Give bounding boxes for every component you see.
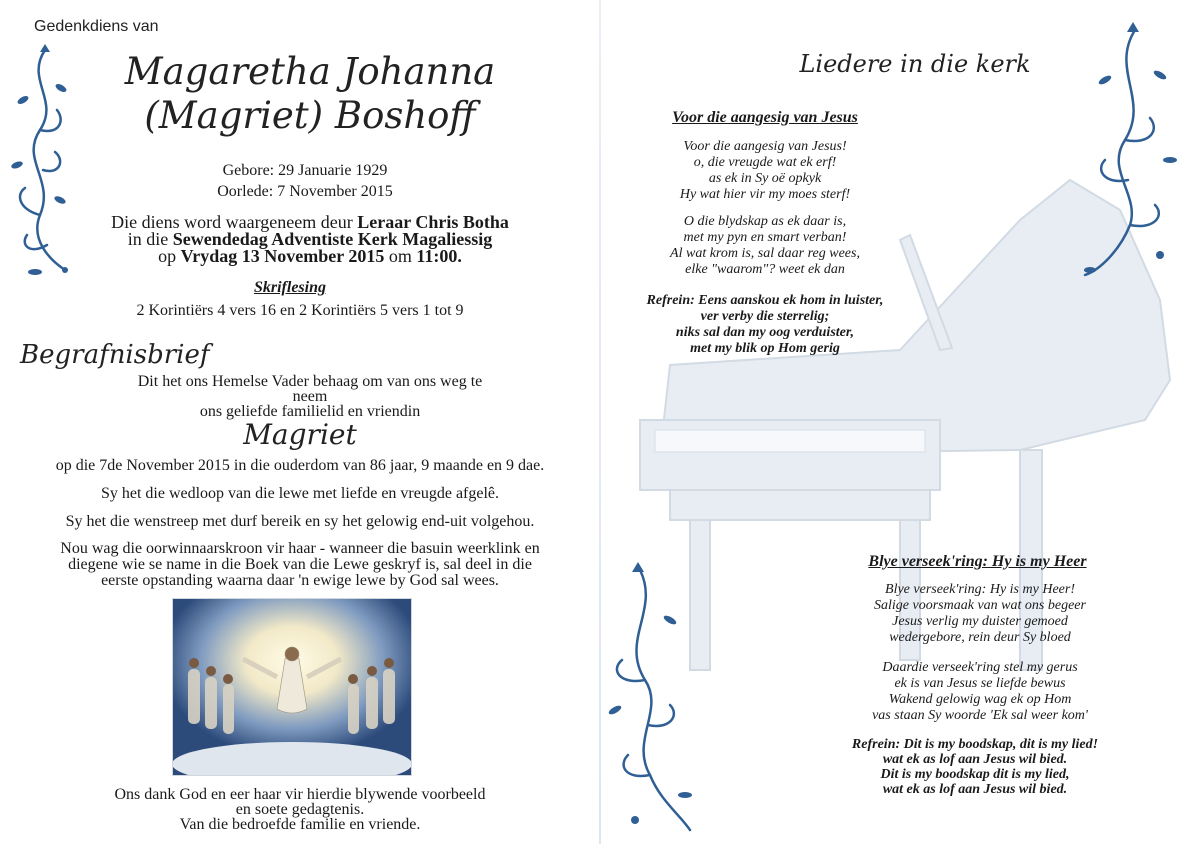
refrain-line: wat ek as lof aan Jesus wil bied. xyxy=(882,752,1068,767)
song2-title: Blye verseek'ring: Hy is my Heer xyxy=(868,553,1087,570)
verse-line: as ek in Sy oë opkyk xyxy=(708,171,822,186)
refrain-line: Refrein: Dit is my boodskap, dit is my lied! xyxy=(851,737,1099,752)
verse-line: Blye verseek'ring: Hy is my Heer! xyxy=(885,582,1075,597)
deceased-name xyxy=(95,50,525,138)
service-l3-mid: om xyxy=(384,246,417,266)
thanks-note xyxy=(80,787,520,832)
song2-verse2 xyxy=(850,660,1110,724)
songs-heading: Liedere in die kerk xyxy=(799,50,1031,78)
letter-heading: Begrafnisbrief xyxy=(20,340,210,370)
service-l1-text: Die diens word waargeneem deur xyxy=(111,212,358,232)
song1-verse1 xyxy=(645,139,885,203)
letter-line-2: ons geliefde familielid en vriendin xyxy=(199,403,421,420)
refrain-line: met my blik op Hom gerig xyxy=(690,341,840,356)
refrain-line: ver verby die sterrelig; xyxy=(700,309,830,324)
paragraph-race: Sy het die wedloop van die lewe met liefde en vreugde afgelê. xyxy=(100,485,500,502)
refrain-line: Refrein: Eens aanskou ek hom in luister, xyxy=(646,293,884,308)
song1-refrain xyxy=(610,293,920,357)
verse-line: o, die vreugde wat ek erf! xyxy=(693,155,837,170)
verse-line: elke "waarom"? weet ek dan xyxy=(685,262,845,277)
life-dates xyxy=(180,160,430,202)
song2-verse1 xyxy=(850,582,1110,646)
scripture-heading: Skriflesing xyxy=(253,279,326,296)
floral-ornament-top-right xyxy=(1070,20,1190,290)
service-l2-text: in die xyxy=(127,229,173,249)
thanks-line-1: Ons dank God en eer haar vir hierdie blywende voorbeeld xyxy=(114,786,486,803)
refrain-line: Dit is my boodskap dit is my lied, xyxy=(880,767,1070,782)
floral-ornament-bottom xyxy=(600,560,710,844)
song2-refrain xyxy=(815,737,1135,797)
thanks-line-2: en soete gedagtenis. xyxy=(235,801,365,818)
nickname-heading: Magriet xyxy=(243,418,357,451)
verse-line: wedergebore, rein deur Sy bloed xyxy=(889,630,1071,645)
verse-line: O die blydskap as ek daar is, xyxy=(683,214,847,229)
service-date: Vrydag 13 November 2015 xyxy=(180,246,385,266)
verse-line: Hy wat hier vir my moes sterf! xyxy=(679,187,851,202)
letter-line-1: Dit het ons Hemelse Vader behaag om van ons weg te neem xyxy=(137,373,483,405)
crown-line-1: Nou wag die oorwinnaarskroon vir haar - wanneer die basuin weerklink en xyxy=(60,540,540,557)
service-time: 11:00. xyxy=(416,246,462,266)
floral-ornament-left xyxy=(5,40,75,280)
letter-intro xyxy=(120,374,500,419)
verse-line: Jesus verlig my duister gemoed xyxy=(892,614,1068,629)
name-line-1: Magaretha Johanna xyxy=(124,50,496,93)
scripture-reading: 2 Korintiërs 4 vers 16 en 2 Korintiërs 5 vers 1 tot 9 xyxy=(136,302,464,319)
name-line-2: (Magriet) Boshoff xyxy=(144,94,476,137)
paragraph-age: op die 7de November 2015 in die ouderdom van 86 jaar, 9 maande en 9 dae. xyxy=(55,457,545,474)
refrain-line: niks sal dan my oog verduister, xyxy=(675,325,855,340)
verse-line: ek is van Jesus se liefde bewus xyxy=(894,676,1066,691)
verse-line: Wakend gelowig wag ek op Hom xyxy=(888,692,1072,707)
crown-line-3: eerste opstanding waarna daar 'n ewige lewe by God sal wees. xyxy=(101,572,499,589)
right-page xyxy=(600,0,1200,844)
officiant-name: Leraar Chris Botha xyxy=(357,212,509,232)
verse-line: Voor die aangesig van Jesus! xyxy=(683,139,847,154)
verse-line: met my pyn en smart verban! xyxy=(683,230,847,245)
service-info xyxy=(70,214,550,265)
thanks-line-3: Van die bedroefde familie en vriende. xyxy=(179,816,421,833)
paragraph-finish: Sy het die wenstreep met durf bereik en sy het gelowig end-uit volgehou. xyxy=(65,513,535,530)
memorial-header: Gedenkdiens van xyxy=(34,18,159,35)
song1-verse2 xyxy=(645,214,885,278)
death-date: Oorlede: 7 November 2015 xyxy=(217,183,393,200)
resurrection-painting xyxy=(172,598,412,776)
birth-date: Gebore: 29 Januarie 1929 xyxy=(222,162,388,179)
song1-title: Voor die aangesig van Jesus xyxy=(672,109,858,126)
paragraph-crown xyxy=(25,541,575,589)
church-name: Sewendedag Adventiste Kerk Magaliessig xyxy=(172,229,493,249)
verse-line: Al wat krom is, sal daar reg wees, xyxy=(670,246,860,261)
service-l3-text: op xyxy=(158,246,181,266)
crown-line-2: diegene wie se name in die Boek van die Lewe geskryf is, sal deel in die xyxy=(68,556,532,573)
refrain-line: wat ek as lof aan Jesus wil bied. xyxy=(882,782,1068,797)
verse-line: vas staan Sy woorde 'Ek sal weer kom' xyxy=(872,708,1088,723)
verse-line: Daardie verseek'ring stel my gerus xyxy=(882,660,1078,675)
verse-line: Salige voorsmaak van wat ons begeer xyxy=(874,598,1086,613)
